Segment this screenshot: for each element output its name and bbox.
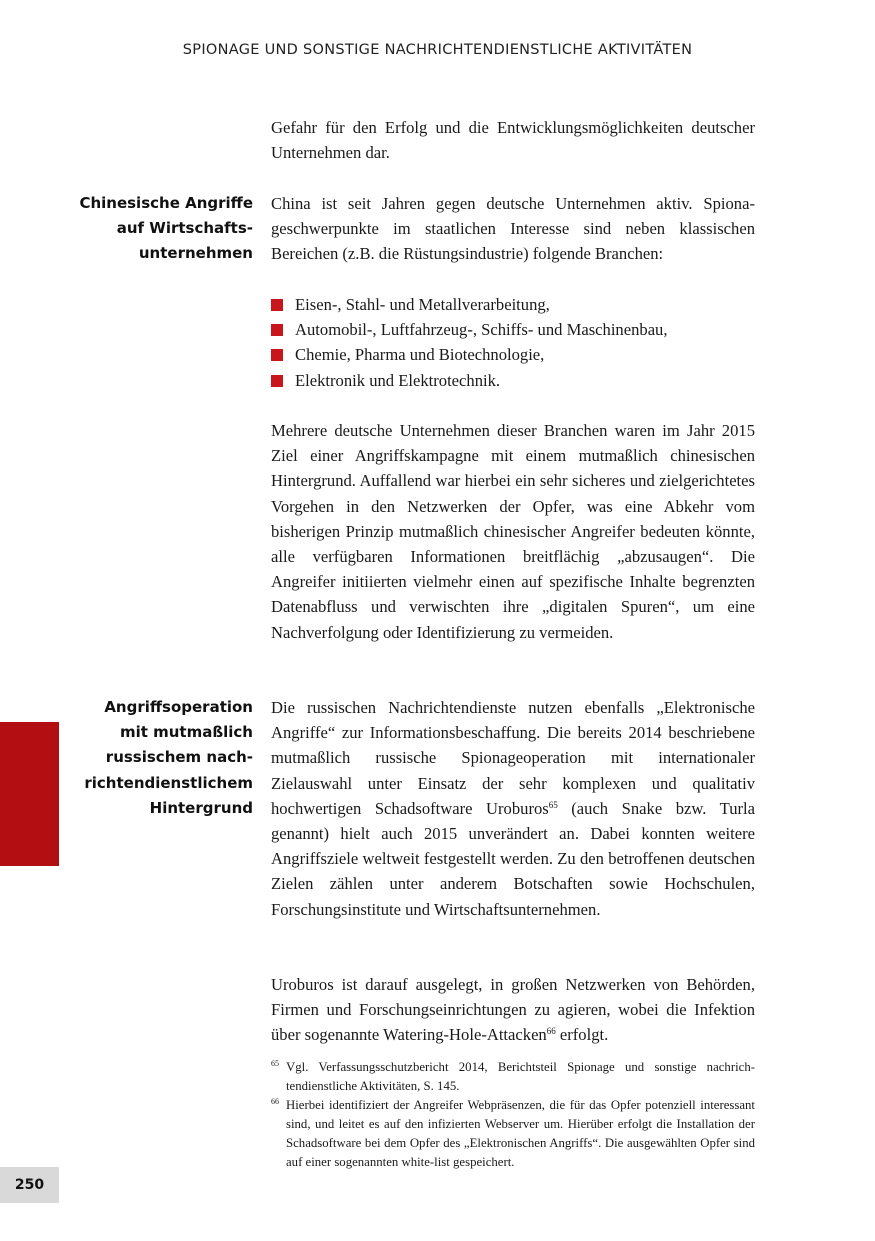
paragraph-4-part-1: Die russischen Nachrichtendienste nutzen ebenfalls „Elektronische Angriffe“ zur Informationsbeschaffung. Die bereits 2014 beschriebene mutmaßlich russische Spionageoperation mit internationaler Zielauswahl unter Einsatz der sehr komplexen und qualitativ hochwertigen Schadsoftware Uroburos bbox=[271, 698, 755, 818]
square-bullet-icon bbox=[271, 299, 283, 311]
square-bullet-icon bbox=[271, 375, 283, 387]
footnote-ref-65[interactable]: 65 bbox=[548, 799, 558, 810]
sidebar-heading-line: Hintergrund bbox=[149, 798, 253, 817]
industry-list-block bbox=[271, 292, 755, 393]
industry-list bbox=[271, 292, 755, 393]
footnote-66 bbox=[271, 1096, 755, 1172]
sidebar-heading-line: auf Wirtschafts- bbox=[116, 219, 253, 238]
section-chinese-intro bbox=[271, 191, 755, 267]
paragraph-5-part-2: erfolgt. bbox=[555, 1025, 609, 1045]
paragraph-1: Gefahr für den Erfolg und die Entwicklungsmöglichkeiten deutscher Unternehmen dar. bbox=[271, 118, 755, 163]
paragraph-4-part-2: (auch Snake bzw. Turla genannt) hielt auch 2015 unverändert an. Dabei konnten weitere Angriffsziele weltweit festgestellt werden. Zu den betroffenen deutschen Zielen zählen unter anderem Botschaften sowie Hochschulen, Forschungsinstitute und Wirtschaftsunternehmen. bbox=[271, 798, 755, 919]
paragraph-3: Mehrere deutsche Unternehmen dieser Branchen waren im Jahr 2015 Ziel einer Angriffskampagne mit einem mutmaßlich chinesischen Hintergrund. Auffallend war hierbei ein sehr sicheres und zielgerichtetes Vorgehen in den Netzwerken der Opfer, was eine Abkehr vom bisherigen Prinzip mutmaßlich chinesischer Angreifer bedeuten könnte, alle verfügbaren Informationen breitflächig „abzusaugen“. Die Angreifer initiierten vielmehr einen auf spezifische Inhalte begrenzten Datenabfluss und verwischten ihre „digitalen Spuren“, um eine Nachverfolgung oder Identifizierung zu vermeiden. bbox=[271, 421, 755, 642]
paragraph-5-part-1: Uroburos ist darauf ausgelegt, in großen Netzwerken von Behörden, Firmen und Forschungseinrichtungen zu agieren, wobei die Infektion über sogenannte Watering-Hole-Attacken bbox=[271, 975, 755, 1045]
section-uroburos bbox=[271, 972, 755, 1048]
paragraph-continuation bbox=[271, 115, 755, 165]
chapter-marker-bar bbox=[0, 722, 59, 866]
square-bullet-icon bbox=[271, 349, 283, 361]
sidebar-heading-line: richtendienstlichem bbox=[84, 773, 253, 792]
sidebar-heading-line: russischem nach- bbox=[105, 748, 253, 767]
list-item bbox=[271, 368, 755, 393]
footnote-ref-66[interactable]: 66 bbox=[546, 1026, 556, 1037]
list-item-text: Chemie, Pharma und Biotechnologie, bbox=[295, 345, 545, 365]
list-item-text: Elektronik und Elektrotechnik. bbox=[295, 370, 501, 390]
footnote-mark: 65 bbox=[271, 1059, 279, 1068]
sidebar-heading-line: unternehmen bbox=[138, 244, 253, 263]
footnotes bbox=[271, 1058, 755, 1172]
paragraph-5 bbox=[271, 972, 755, 1048]
sidebar-heading-line: Chinesische Angriffe bbox=[79, 194, 253, 212]
sidebar-heading-line: mit mutmaßlich bbox=[119, 723, 253, 742]
list-item-text: Automobil-, Luftfahrzeug-, Schiffs- und Maschinenbau, bbox=[295, 320, 668, 340]
footnote-65 bbox=[271, 1058, 755, 1096]
list-item bbox=[271, 292, 755, 317]
square-bullet-icon bbox=[271, 324, 283, 336]
sidebar-heading-line: Angriffsoperation bbox=[104, 698, 253, 716]
sidebar-heading-russian bbox=[73, 695, 253, 821]
list-item-text: Eisen-, Stahl- und Metallverarbeitung, bbox=[295, 295, 550, 314]
footnote-text: Hierbei identifiziert der Angreifer Webpräsenzen, die für das Opfer potenziell interessant sind, und leitet es auf den infizierten Webserver um. Hierüber erfolgt die Installation der Schadsoftware bei dem Opfer des „Elektronischen Angriffs“. Die ausgewählten Opfer sind auf einer sogenannten white-list gespeichert. bbox=[286, 1098, 755, 1169]
footnote-mark: 66 bbox=[271, 1097, 279, 1106]
paragraph-2: China ist seit Jahren gegen deutsche Unternehmen aktiv. Spionageschwerpunkte im staatlichen Interesse sind neben klassischen Bereichen (z.B. die Rüstungsindustrie) folgende Branchen: bbox=[271, 194, 755, 264]
section-chinese-campaign bbox=[271, 418, 755, 645]
page-number: 250 bbox=[0, 1167, 59, 1203]
footnote-text: Vgl. Verfassungsschutzbericht 2014, Berichtsteil Spionage und sonstige nachrichtendienstliche Aktivitäten, S. 145. bbox=[286, 1060, 755, 1093]
list-item bbox=[271, 317, 755, 342]
section-russian-operation bbox=[271, 695, 755, 922]
paragraph-4 bbox=[271, 695, 755, 922]
list-item bbox=[271, 342, 755, 367]
sidebar-heading-chinese bbox=[73, 191, 253, 267]
running-header: SPIONAGE UND SONSTIGE NACHRICHTENDIENSTLICHE AKTIVITÄTEN bbox=[182, 42, 693, 58]
